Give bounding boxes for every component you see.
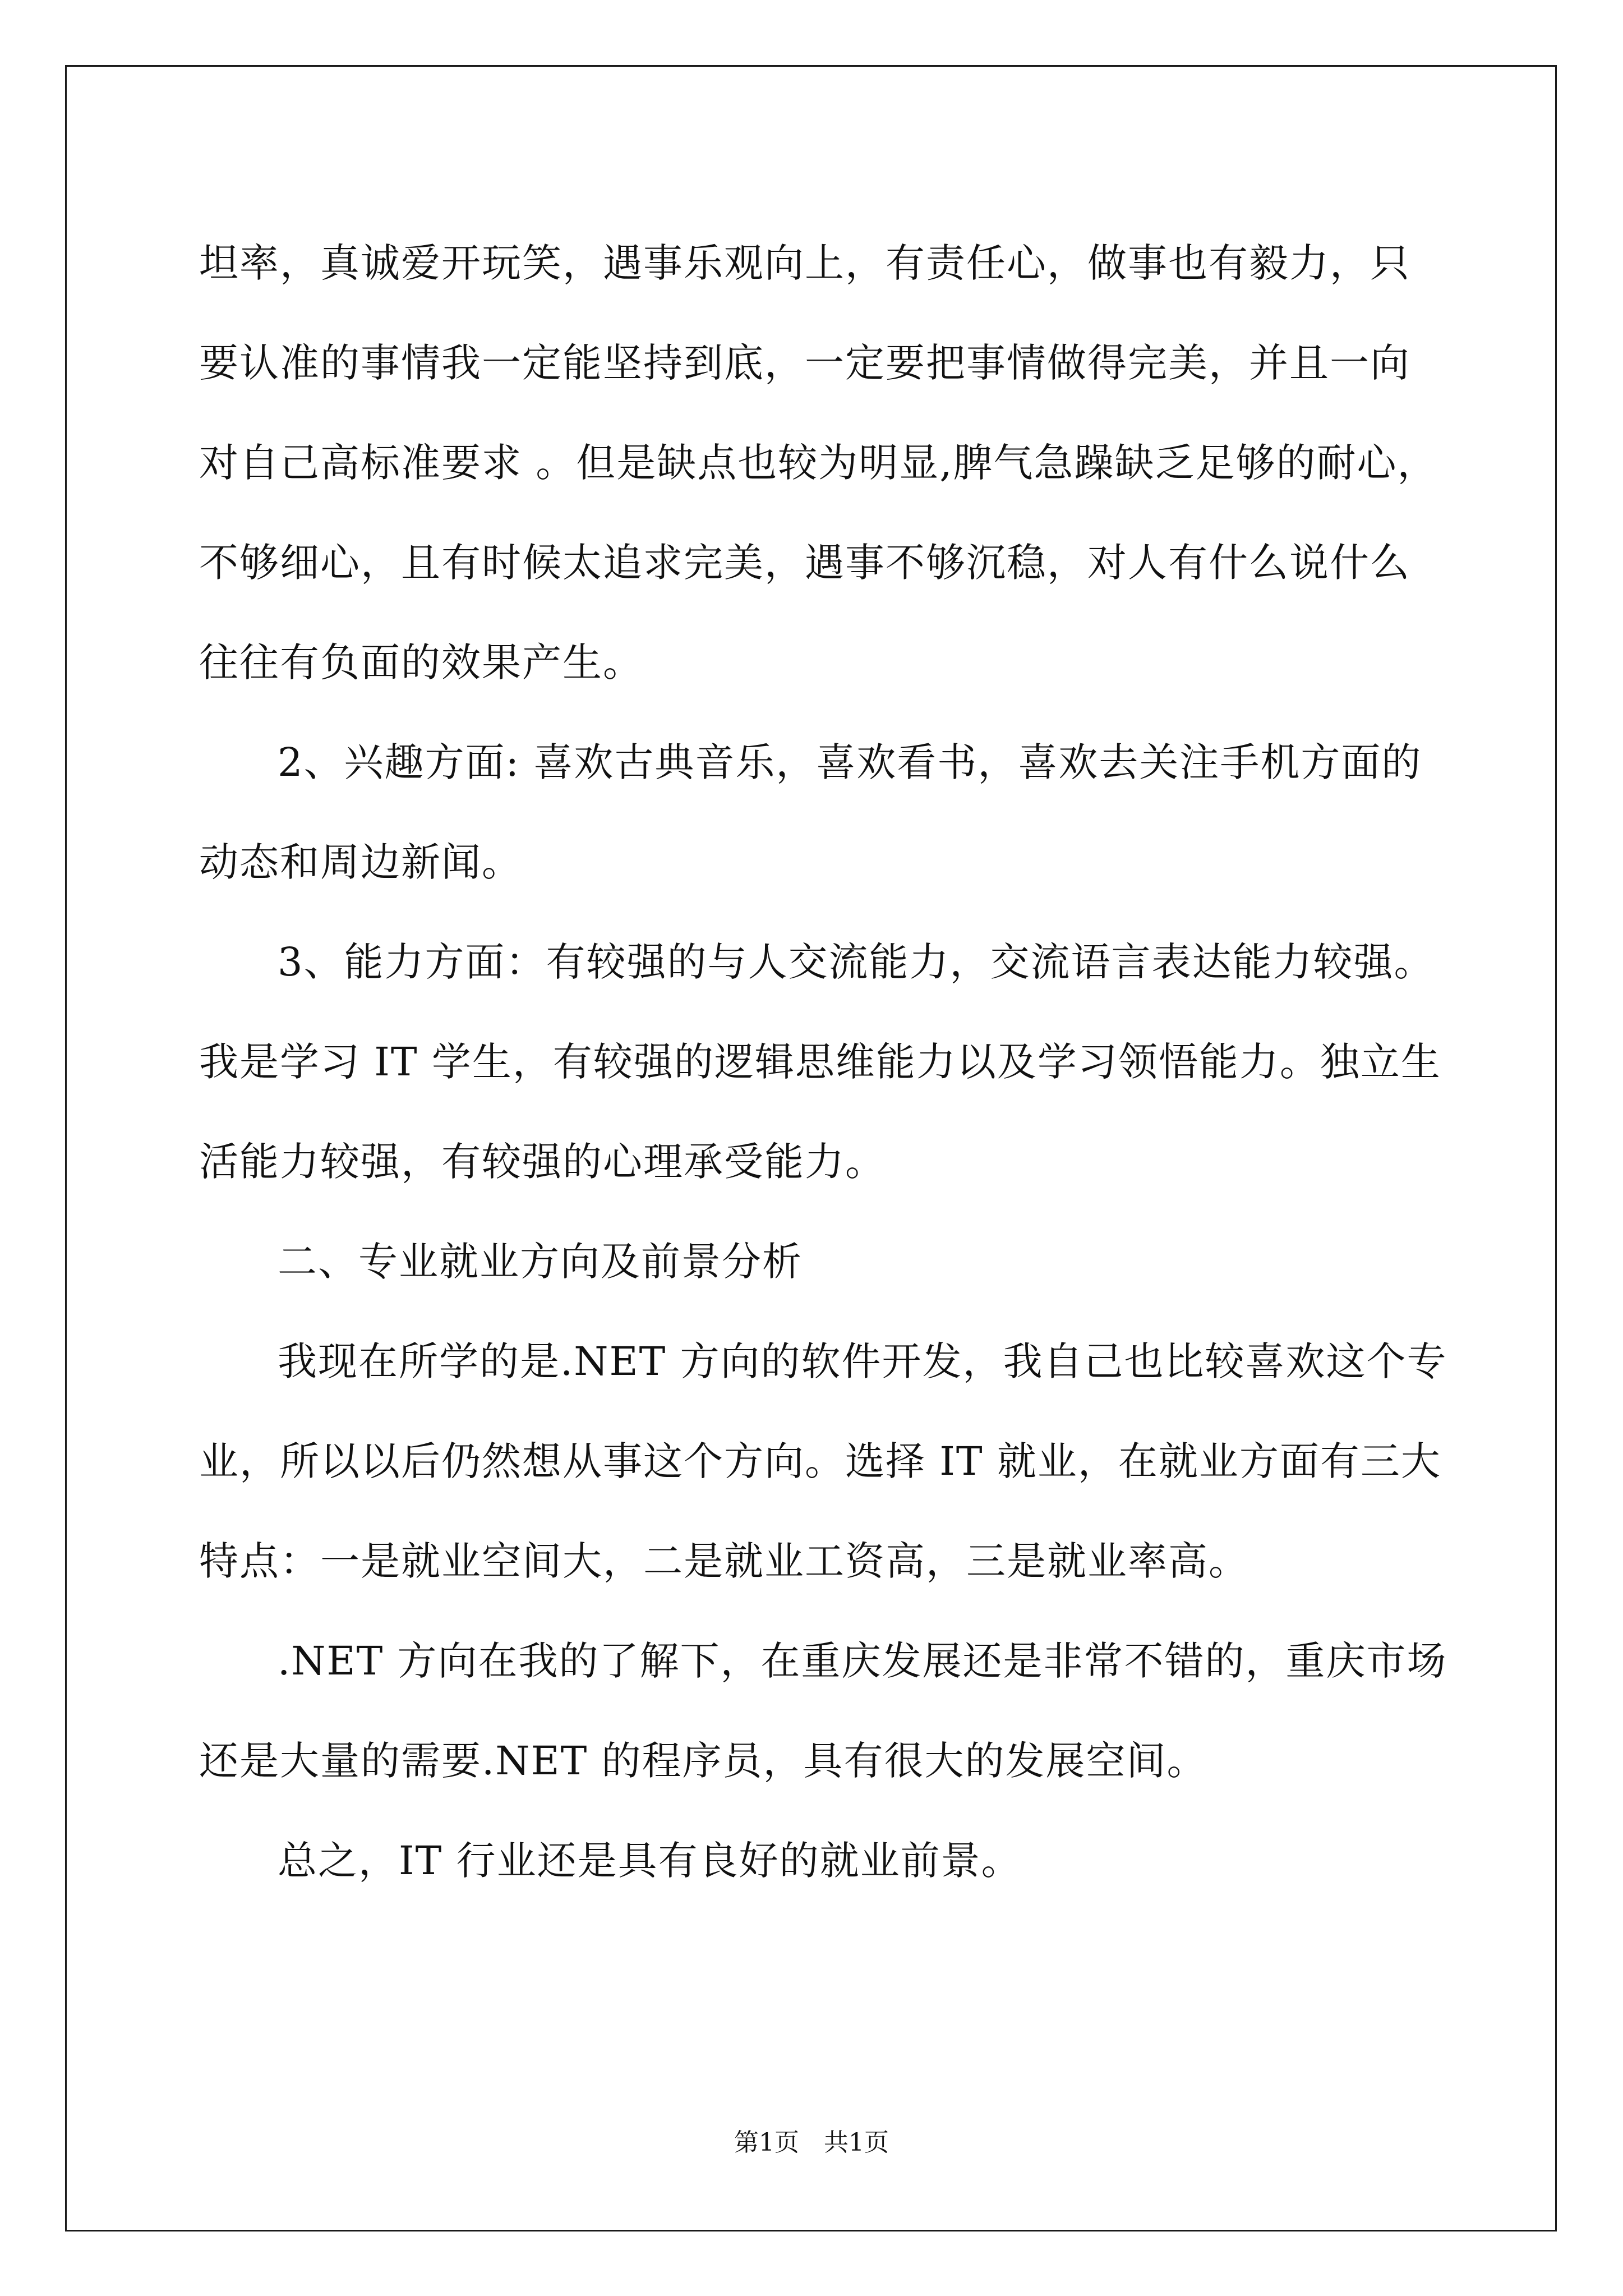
heading-text: 二、专业就业方向及前景分析 (278, 1239, 803, 1285)
text-line: 坦率，真诚爱开玩笑，遇事乐观向上，有责任心，做事也有毅力，只 (199, 240, 1410, 286)
text-line: 我是学习 IT 学生，有较强的逻辑思维能力以及学习领悟能力。独立生 (199, 1039, 1441, 1085)
text-line: 要认准的事情我一定能坚持到底，一定要把事情做得完美，并且一向 (199, 340, 1410, 386)
text-line: 特点：一是就业空间大，二是就业工资高，三是就业率高。 (199, 1538, 1249, 1584)
text-line: 我现在所学的是.NET 方向的软件开发，我自己也比较喜欢这个专 (278, 1338, 1447, 1384)
page-footer: 第1页 共1页 (734, 2128, 889, 2157)
text-line: 总之，IT 行业还是具有良好的就业前景。 (278, 1838, 1022, 1884)
paragraph (199, 1611, 1447, 1811)
section-heading (199, 1212, 1427, 1312)
text-line: 2、兴趣方面: 喜欢古典音乐，喜欢看书，喜欢去关注手机方面的 (278, 739, 1422, 785)
paragraph (199, 1312, 1447, 1611)
paragraph (199, 1811, 1427, 1911)
paragraph (199, 213, 1438, 712)
text-line: 不够细心，且有时候太追求完美，遇事不够沉稳，对人有什么说什么 (199, 540, 1410, 586)
text-line: 还是大量的需要.NET 的程序员，具有很大的发展空间。 (199, 1738, 1207, 1784)
paragraph (199, 912, 1441, 1212)
text-line: 3、能力方面：有较强的与人交流能力，交流语言表达能力较强。 (278, 939, 1435, 985)
document-body (199, 213, 1447, 1911)
text-line: 往往有负面的效果产生。 (199, 639, 643, 685)
text-line: .NET 方向在我的了解下，在重庆发展还是非常不错的，重庆市场 (278, 1638, 1447, 1684)
text-line: 对自己高标准要求 。但是缺点也较为明显,脾气急躁缺乏足够的耐心， (199, 440, 1438, 486)
paragraph (199, 712, 1427, 912)
text-line: 业，所以以后仍然想从事这个方向。选择 IT 就业，在就业方面有三大 (199, 1438, 1441, 1484)
text-line: 动态和周边新闻。 (199, 839, 522, 885)
text-line: 活能力较强，有较强的心理承受能力。 (199, 1139, 886, 1185)
